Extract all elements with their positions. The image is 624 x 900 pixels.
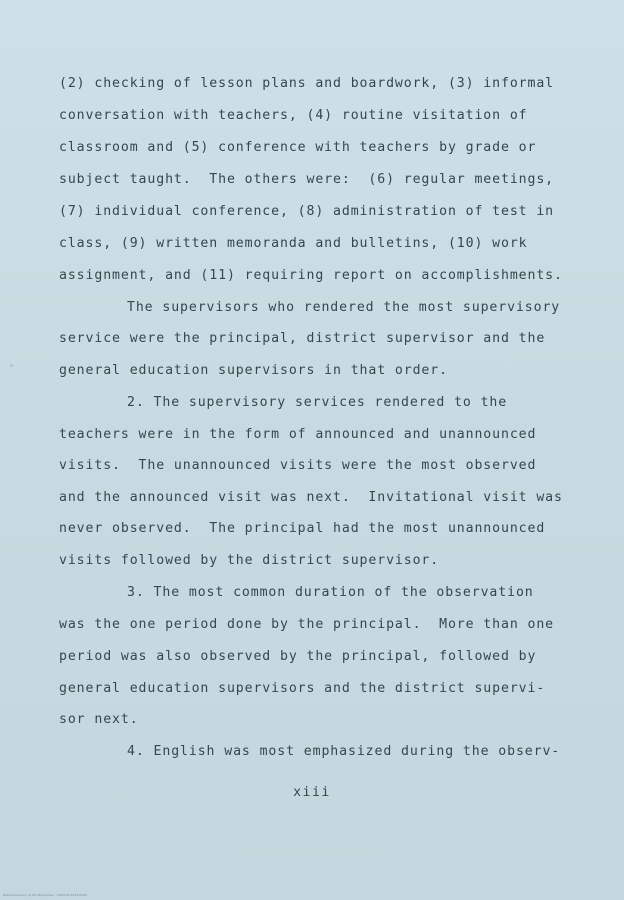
text-line: general education supervisors in that order. bbox=[59, 363, 448, 378]
page-number: xiii bbox=[293, 785, 331, 800]
text-line: class, (9) written memoranda and bulletins, (10) work bbox=[59, 236, 528, 251]
text-line: assignment, and (11) requiring report on accomplishments. bbox=[59, 268, 563, 283]
text-line: The supervisors who rendered the most supervisory bbox=[127, 300, 561, 315]
text-line: period was also observed by the principal, followed by bbox=[59, 649, 537, 664]
text-line: subject taught. The others were: (6) regular meetings, bbox=[59, 172, 555, 187]
text-line: 2. The supervisory services rendered to the bbox=[127, 395, 508, 410]
text-line: teachers were in the form of announced and unannounced bbox=[59, 427, 537, 442]
text-line: and the announced visit was next. Invitational visit was bbox=[59, 490, 563, 505]
text-line: conversation with teachers, (4) routine visitation of bbox=[59, 108, 528, 123]
text-line: 3. The most common duration of the observation bbox=[127, 585, 534, 600]
text-line: never observed. The principal had the most unannounced bbox=[59, 521, 546, 536]
text-line: was the one period done by the principal. More than one bbox=[59, 617, 555, 632]
paper-spot bbox=[10, 364, 13, 367]
footer-note: National Library of the Philippines · ALIPHAN 2019-0000 bbox=[3, 893, 87, 897]
text-line: (7) individual conference, (8) administration of test in bbox=[59, 204, 555, 219]
text-line: visits. The unannounced visits were the most observed bbox=[59, 458, 537, 473]
text-line: visits followed by the district supervisor. bbox=[59, 553, 440, 568]
text-line: classroom and (5) conference with teachers by grade or bbox=[59, 140, 537, 155]
text-line: (2) checking of lesson plans and boardwork, (3) informal bbox=[59, 76, 555, 91]
text-line: service were the principal, district supervisor and the bbox=[59, 331, 546, 346]
text-line: sor next. bbox=[59, 712, 139, 727]
text-line: general education supervisors and the district supervi- bbox=[59, 681, 546, 696]
text-line: 4. English was most emphasized during the observ- bbox=[127, 744, 561, 759]
